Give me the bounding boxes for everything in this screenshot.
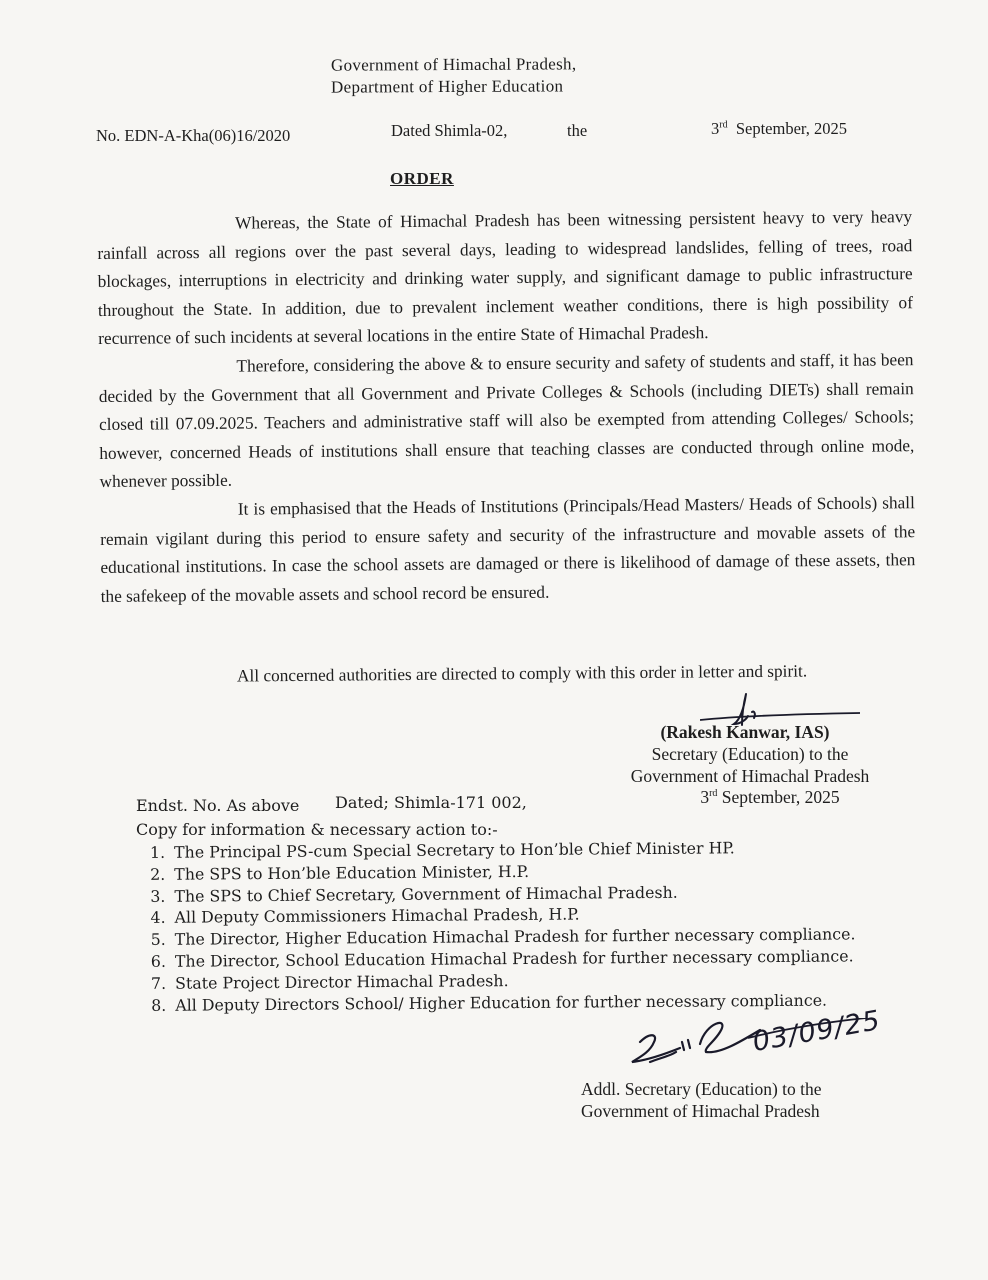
signatory-date-suffix: rd <box>709 788 718 800</box>
endorsement-number: Endst. No. As above <box>136 796 300 815</box>
order-the: the <box>567 121 588 140</box>
paragraph-1: Whereas, the State of Himachal Pradesh has been witnessing persistent heavy to very heavy rainfall across all regions over the past several days, leading to widespread landslides, felling of trees, road blockages, interruptions in electricity and drinking water supply, and significant damage to public infrastructure throughout the State. In addition, due to prevalent inclement weather conditions, there is high possibility of recurrence of such incidents at several locations in the entire State of Himachal Pradesh. <box>97 207 914 349</box>
signatory-date <box>640 787 900 808</box>
recipient-list <box>138 836 856 1016</box>
addl-secretary-designation: Addl. Secretary (Education) to the <box>581 1079 822 1099</box>
signatory-government: Government of Himachal Pradesh <box>630 766 870 786</box>
copy-to-line: Copy for information & necessary action to:- <box>136 820 498 839</box>
order-date-suffix: rd <box>719 119 728 131</box>
recipient-item: 5. The Director, Higher Education Himachal Pradesh for further necessary compliance. <box>171 924 856 951</box>
paragraph-2: Therefore, considering the above & to ensure security and safety of students and staff, it has been decided by the Government that all Government and Private Colleges & Schools (including DIETs) shall remain closed till 07.09.2025. Teachers and administrative staff will also be exempted from attending Colleges/ Schools; however, concerned Heads of institutions shall ensure that teaching classes are conducted through online mode, whenever possible. <box>98 350 915 492</box>
signatory-name: (Rakesh Kanwar, IAS) <box>660 722 830 742</box>
letterhead-line-2: Department of Higher Education <box>330 76 564 97</box>
signatory-date-month: September, 2025 <box>721 787 840 807</box>
paragraph-3: It is emphasised that the Heads of Institutions (Principals/Head Masters/ Heads of Schools) shall remain vigilant during this period to ensure safety and security of the infrastructure and movable assets of the educational institutions. In case the school assets are damaged or there is likelihood of damage of these assets, then the safekeep of the movable assets and school record be ensured. <box>100 493 916 606</box>
recipient-item: 7. State Project Director Himachal Pradesh. <box>171 967 856 994</box>
recipient-item: 6. The Director, School Education Himachal Pradesh for further necessary compliance. <box>171 945 856 972</box>
recipient-item: 4. All Deputy Commissioners Himachal Pradesh, H.P. <box>171 902 856 929</box>
order-date-month: September, 2025 <box>735 119 847 138</box>
date-strike <box>748 1018 868 1048</box>
signature-underline <box>700 712 860 722</box>
paragraph-4: All concerned authorities are directed to comply with this order in letter and spirit. <box>236 661 808 686</box>
handwritten-date: 03/09/25 <box>750 1005 883 1058</box>
order-date <box>711 119 847 139</box>
recipient-item: 1. The Principal PS-cum Special Secretary to Hon’ble Chief Minister HP. <box>170 836 855 863</box>
recipient-item: 2. The SPS to Hon’ble Education Minister, H.P. <box>170 858 855 885</box>
letterhead-line-1: Government of Himachal Pradesh, <box>330 54 577 75</box>
endorsement-dated: Dated; Shimla-171 002, <box>335 793 527 812</box>
order-number: No. EDN-A-Kha(06)16/2020 <box>96 126 291 145</box>
order-date-day: 3 <box>711 119 720 138</box>
signatory-date-day: 3 <box>700 787 710 807</box>
order-title: ORDER <box>390 169 454 188</box>
recipient-item: 8. All Deputy Directors School/ Higher Education for further necessary compliance. <box>171 989 856 1016</box>
order-dated: Dated Shimla-02, <box>391 121 508 140</box>
signatory-designation: Secretary (Education) to the <box>651 744 849 764</box>
addl-secretary-government: Government of Himachal Pradesh <box>581 1101 820 1121</box>
recipient-item: 3. The SPS to Chief Secretary, Government of Himachal Pradesh. <box>170 880 855 907</box>
order-body <box>97 203 916 611</box>
